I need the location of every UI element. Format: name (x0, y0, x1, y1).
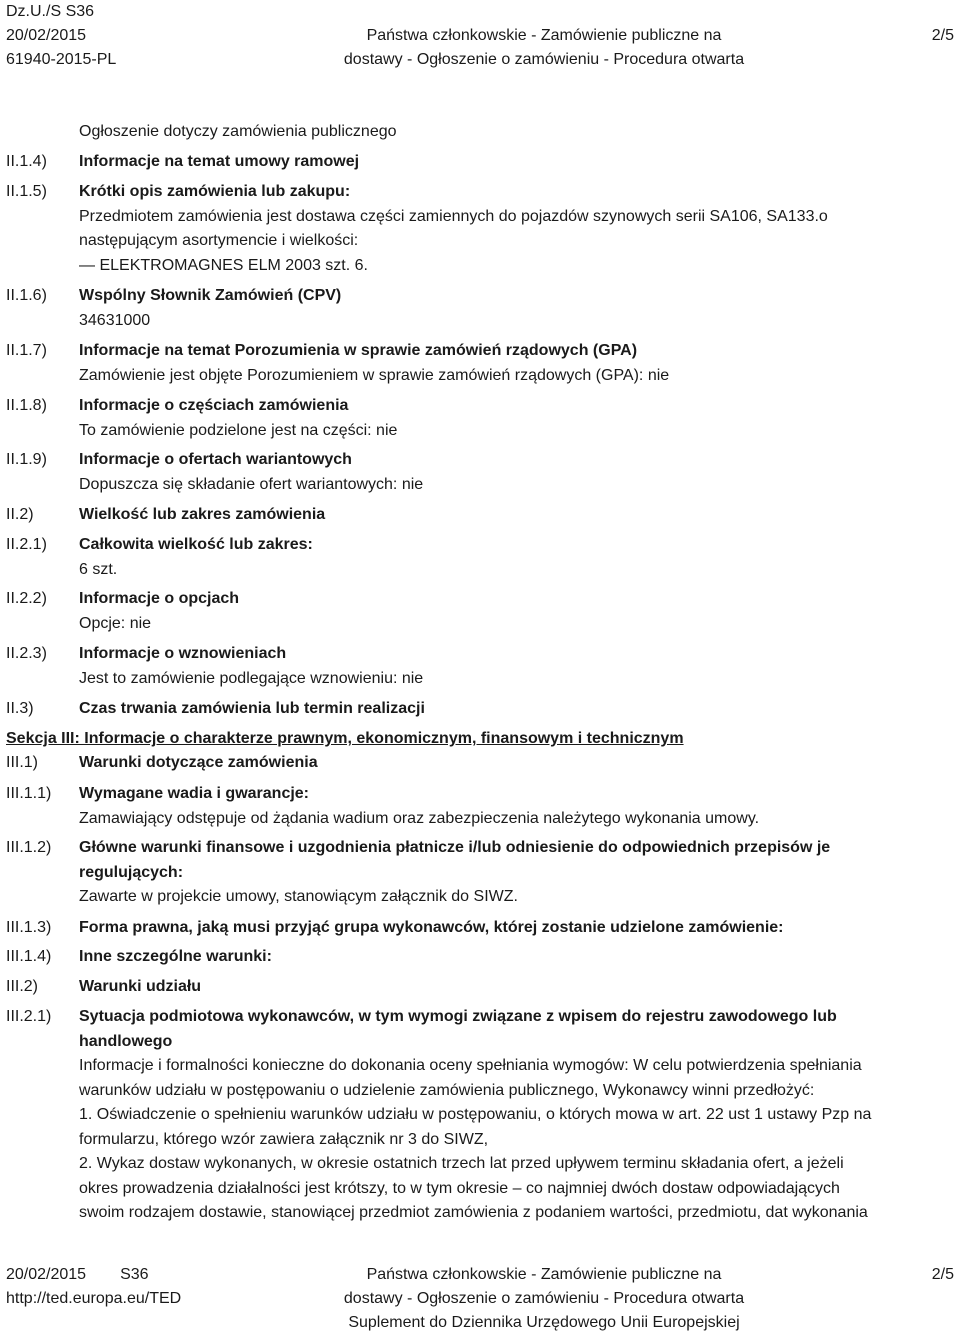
footer-issue: S36 (120, 1266, 149, 1283)
section-heading: Wielkość lub zakres zamówienia (79, 506, 326, 523)
section-content (79, 836, 954, 910)
description-line: Przedmiotem zamówienia jest dostawa części zamiennych do pojazdów szynowych serii SA106, SA133.o (79, 207, 828, 225)
section-content (79, 339, 954, 388)
header-title-line-1: Państwa członkowskie - Zamówienie publiczne na (366, 27, 722, 44)
section-heading: Czas trwania zamówienia lub termin realizacji (79, 700, 425, 717)
section-heading: Informacje na temat umowy ramowej (79, 153, 360, 170)
section-value: To zamówienie podzielone jest na części: nie (79, 421, 398, 439)
footer-title (304, 1263, 784, 1335)
section-heading: Informacje o ofertach wariantowych (79, 451, 352, 468)
footer-title-line-3: Suplement do Dziennika Urzędowego Unii Europejskiej (348, 1314, 740, 1331)
cpv-code: 34631000 (79, 311, 151, 329)
requirement-line: 1. Oświadczenie o spełnieniu warunków udziału w postępowaniu, o których mowa w art. 22 ust 1 ustawy Pzp na (79, 1106, 872, 1123)
section-content (79, 642, 954, 691)
section-heading: Całkowita wielkość lub zakres: (79, 536, 313, 553)
footer-left (6, 1263, 181, 1311)
section-value: Zamówienie jest objęte Porozumieniem w sprawie zamówień rządowych (GPA): nie (79, 366, 670, 384)
section-number: II.1.5) (6, 183, 47, 200)
description-line: następującym asortymencie i wielkości: (79, 232, 359, 249)
notice-type-text: Ogłoszenie dotyczy zamówienia publicznego (79, 123, 397, 140)
section-number: II.1.6) (6, 287, 47, 304)
section-number: II.2.3) (6, 645, 47, 662)
footer-title-line-1: Państwa członkowskie - Zamówienie publiczne na (366, 1266, 722, 1283)
section-heading: Sytuacja podmiotowa wykonawców, w tym wymogi związane z wpisem do rejestru zawodowego lub (79, 1008, 837, 1025)
section-heading: Wspólny Słownik Zamówień (CPV) (79, 287, 342, 304)
section-iii-title: Sekcja III: Informacje o charakterze prawnym, ekonomicznym, finansowym i technicznym (6, 730, 684, 747)
journal-ref: Dz.U./S S36 (6, 3, 95, 20)
section-number: II.1.8) (6, 397, 47, 414)
section-content (79, 1005, 954, 1226)
section-content (79, 587, 954, 636)
requirement-line: swoim rodzajem dostawie, stanowiącej przedmiot zamówienia z podaniem wartości, przedmiotu, dat wykonania (79, 1204, 868, 1221)
section-content (79, 782, 954, 831)
requirement-line: warunków udziału w postępowaniu o udzielenie zamówienia publicznego, Wykonawcy winni przedłożyć: (79, 1081, 815, 1099)
section-number: III.1) (6, 754, 39, 771)
header-page-number: 2/5 (931, 27, 954, 44)
section-number: III.2) (6, 978, 39, 995)
footer-date: 20/02/2015 (6, 1266, 87, 1283)
section-heading: Wymagane wadia i gwarancje: (79, 785, 310, 802)
description-line: — ELEKTROMAGNES ELM 2003 szt. 6. (79, 256, 368, 274)
section-heading-continued: handlowego (79, 1032, 173, 1050)
section-number: II.1.9) (6, 451, 47, 468)
section-heading: Warunki dotyczące zamówienia (79, 754, 318, 771)
section-number: II.2) (6, 506, 34, 523)
document-id: 61940-2015-PL (6, 51, 117, 68)
section-number: II.1.4) (6, 153, 47, 170)
section-content (79, 533, 954, 582)
section-number: II.1.7) (6, 342, 47, 359)
section-heading: Krótki opis zamówienia lub zakupu: (79, 183, 351, 200)
section-content (79, 448, 954, 497)
section-heading: Informacje na temat Porozumienia w sprawie zamówień rządowych (GPA) (79, 342, 638, 359)
section-number: III.2.1) (6, 1008, 52, 1025)
section-content (79, 180, 954, 278)
footer-title-line-2: dostawy - Ogłoszenie o zamówieniu - Procedura otwarta (343, 1290, 745, 1307)
section-heading: Forma prawna, jaką musi przyjąć grupa wykonawców, której zostanie udzielone zamówienie: (79, 919, 784, 936)
requirement-line: 2. Wykaz dostaw wykonanych, w okresie ostatnich trzech lat przed upływem terminu składania ofert, a jeżeli (79, 1155, 844, 1172)
section-value: Zawarte w projekcie umowy, stanowiącym załącznik do SIWZ. (79, 888, 518, 905)
section-heading-continued: regulujących: (79, 863, 184, 881)
header-date: 20/02/2015 (6, 27, 87, 44)
section-number: III.1.2) (6, 839, 52, 856)
section-number: III.1.4) (6, 948, 52, 965)
section-heading: Główne warunki finansowe i uzgodnienia płatnicze i/lub odniesienie do odpowiednich przepisów je (79, 839, 831, 856)
section-content (79, 394, 954, 443)
section-content (79, 284, 954, 333)
section-heading: Informacje o częściach zamówienia (79, 397, 349, 414)
header-title-line-2: dostawy - Ogłoszenie o zamówieniu - Procedura otwarta (343, 51, 745, 68)
section-number: III.1.1) (6, 785, 52, 802)
section-number: II.3) (6, 700, 34, 717)
section-value: Jest to zamówienie podlegające wznowieniu: nie (79, 669, 424, 687)
section-number: III.1.3) (6, 919, 52, 936)
section-heading: Inne szczególne warunki: (79, 948, 272, 965)
requirement-line: Informacje i formalności konieczne do dokonania oceny spełniania wymogów: W celu potwierdzenia spełniania (79, 1057, 862, 1074)
section-value: Dopuszcza się składanie ofert wariantowych: nie (79, 475, 424, 493)
section-value: Zamawiający odstępuje od żądania wadium oraz zabezpieczenia należytego wykonania umowy. (79, 809, 760, 827)
header-left (6, 0, 116, 72)
section-heading: Informacje o opcjach (79, 590, 240, 607)
section-heading: Informacje o wznowieniach (79, 645, 287, 662)
header-title (304, 0, 784, 72)
section-value: Opcje: nie (79, 614, 152, 632)
section-number: II.2.2) (6, 590, 47, 607)
requirement-line: formularzu, którego wzór zawiera załącznik nr 3 do SIWZ, (79, 1130, 489, 1148)
requirement-line: okres prowadzenia działalności jest krótszy, to w tym okresie – co najmniej dwóch dostaw odpowiadających (79, 1179, 840, 1197)
footer-url-link[interactable]: http://ted.europa.eu/TED (6, 1290, 182, 1307)
section-number: II.2.1) (6, 536, 47, 553)
section-value: 6 szt. (79, 560, 118, 578)
footer-page-number: 2/5 (931, 1266, 954, 1283)
section-heading: Warunki udziału (79, 978, 202, 995)
